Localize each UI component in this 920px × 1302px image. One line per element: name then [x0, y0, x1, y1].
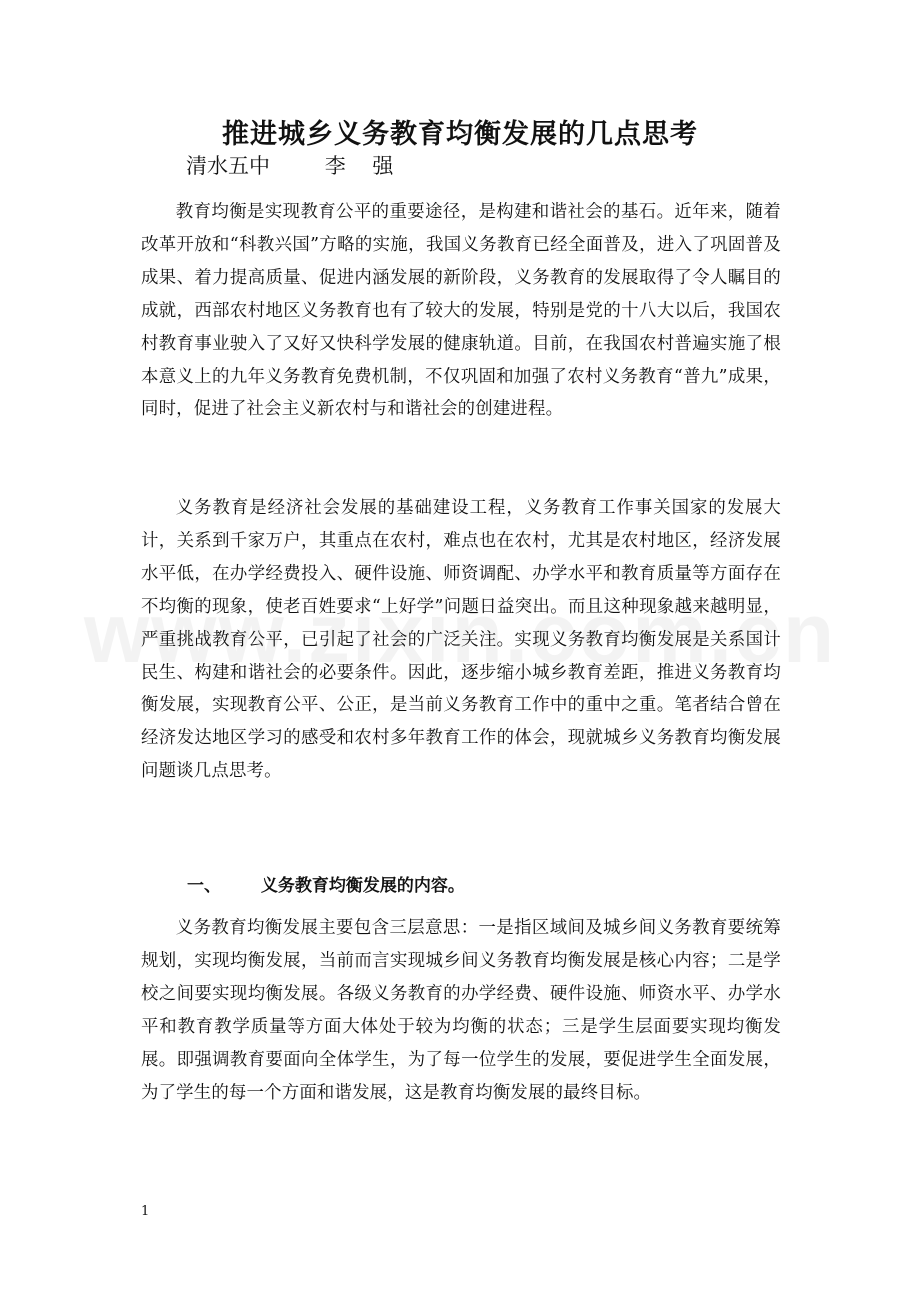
section-number: 一、 — [187, 876, 221, 896]
page-number: 1 — [141, 1204, 150, 1219]
paragraph-intro: 教育均衡是实现教育公平的重要途径，是构建和谐社会的基石。近年来，随着改革开放和“科教兴国”方略的实施，我国义务教育已经全面普及，进入了巩固普及成果、着力提高质量、促进内涵发展的新阶段，义务教育的发展取得了令人瞩目的成就，西部农村地区义务教育也有了较大的发展，特别是党的十八大以后，我国农村教育事业驶入了又好又快科学发展的健康轨道。目前，在我国农村普遍实施了根本意义上的九年义务教育免费机制，不仅巩固和加强了农村义务教育“普九”成果，同时，促进了社会主义新农村与和谐社会的创建进程。 — [141, 202, 781, 420]
section-heading — [187, 871, 465, 896]
paragraph-background: 义务教育是经济社会发展的基础建设工程，义务教育工作事关国家的发展大计，关系到千家万户，其重点在农村，难点也在农村，尤其是农村地区，经济发展水平低，在办学经费投入、硬件设施、师资调配、办学水平和教育质量等方面存在不均衡的现象，使老百姓要求“上好学”问题日益突出。而且这种现象越来越明显，严重挑战教育公平，已引起了社会的广泛关注。实现义务教育均衡发展是关系国计民生、构建和谐社会的必要条件。因此，逐步缩小城乡教育差距，推进义务教育均衡发展，实现教育公平、公正，是当前义务教育工作中的重中之重。笔者结合曾在经济发达地区学习的感受和农村多年教育工作的体会，现就城乡义务教育均衡发展问题谈几点思考。 — [141, 498, 781, 782]
author-line — [186, 150, 403, 180]
page-title: 推进城乡义务教育均衡发展的几点思考 — [222, 119, 698, 150]
section-heading-text: 义务教育均衡发展的内容。 — [260, 876, 465, 896]
author-school: 清水五中 — [186, 154, 270, 178]
paragraph-content: 义务教育均衡发展主要包含三层意思：一是指区域间及城乡间义务教育要统筹规划，实现均衡发展，当前而言实现城乡间义务教育均衡发展是核心内容；二是学校之间要实现均衡发展。各级义务教育的办学经费、硬件设施、师资水平、办学水平和教育教学质量等方面大体处于较为均衡的状态；三是学生层面要实现均衡发展。即强调教育要面向全体学生，为了每一位学生的发展，要促进学生全面发展，为了学生的每一个方面和谐发展，这是教育均衡发展的最终目标。 — [141, 918, 781, 1103]
author-name: 李 强 — [324, 154, 404, 178]
